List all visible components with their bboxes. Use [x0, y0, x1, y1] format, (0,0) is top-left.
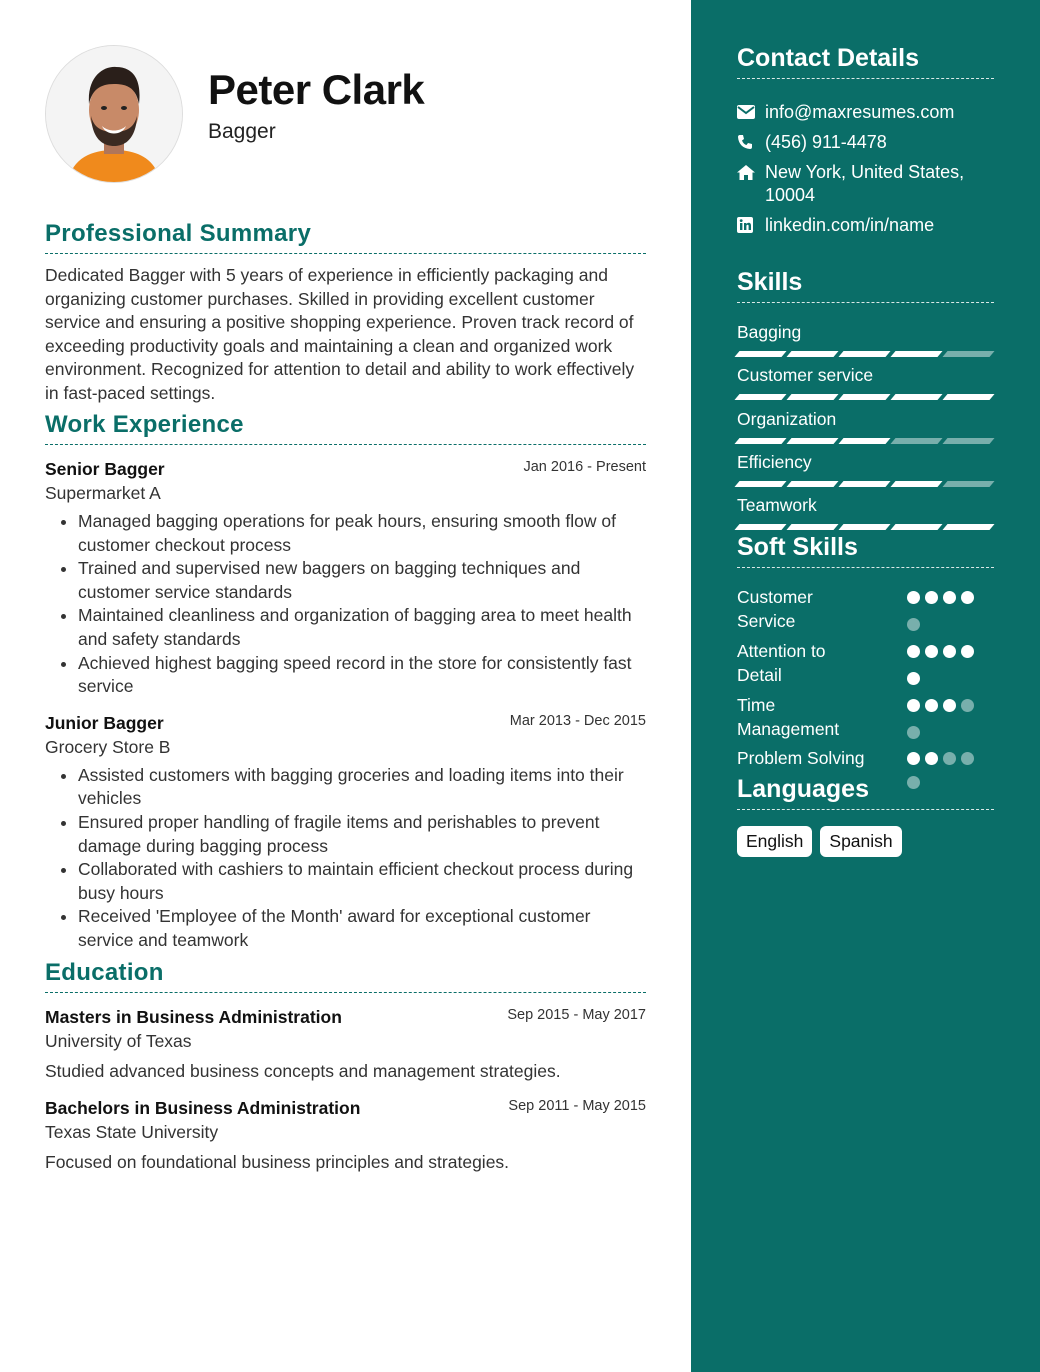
experience-section — [45, 411, 646, 953]
contact-email — [737, 101, 994, 124]
skill-level-segment — [838, 394, 890, 400]
skill-level-segment — [942, 438, 994, 444]
job-bullets — [45, 764, 646, 953]
skill-level-bar — [737, 438, 994, 444]
soft-skill-rating — [907, 693, 983, 741]
soft-skill-name: Problem Solving — [737, 748, 865, 768]
education-entry — [45, 1007, 646, 1082]
rating-dot — [943, 752, 956, 765]
avatar-portrait-icon — [46, 46, 182, 182]
languages-list — [737, 826, 902, 857]
envelope-icon — [737, 101, 765, 123]
skill-name: Efficiency — [737, 452, 812, 472]
job-organization: Supermarket A — [45, 483, 161, 503]
rating-dot — [907, 672, 920, 685]
job-bullet: • Trained and supervised new baggers on bagging techniques and customer service standards — [78, 557, 646, 604]
skill-level-segment — [942, 481, 994, 487]
skill-name: Bagging — [737, 322, 802, 342]
contact-email-text[interactable]: info@maxresumes.com — [765, 102, 955, 122]
rating-dot — [943, 591, 956, 604]
rating-dot — [961, 752, 974, 765]
soft-skills-heading: Soft Skills — [737, 533, 994, 568]
skill-level-segment — [734, 394, 786, 400]
skill-level-segment — [734, 438, 786, 444]
education-degree: Bachelors in Business Administration — [45, 1098, 361, 1118]
soft-skill-item — [737, 585, 994, 633]
job-date: Jan 2016 - Present — [523, 459, 646, 475]
education-degree: Masters in Business Administration — [45, 1007, 342, 1027]
soft-skill-name: Customer Service — [737, 587, 813, 631]
skills-heading: Skills — [737, 268, 994, 303]
rating-dot — [907, 699, 920, 712]
job-bullet: • Collaborated with cashiers to maintain efficient checkout process during busy hours — [78, 858, 646, 905]
job-entry — [45, 459, 646, 699]
rating-dot — [961, 645, 974, 658]
education-date: Sep 2011 - May 2015 — [508, 1098, 646, 1114]
skill-level-segment — [786, 481, 838, 487]
avatar — [45, 45, 183, 183]
job-bullet: • Achieved highest bagging speed record in the store for consistently fast service — [78, 652, 646, 699]
skill-level-segment — [734, 481, 786, 487]
skill-level-segment — [838, 438, 890, 444]
summary-section — [45, 220, 646, 406]
contact-address-text: New York, United States, 10004 — [765, 162, 965, 205]
contact-address — [737, 161, 994, 207]
job-bullet: • Ensured proper handling of fragile items and perishables to prevent damage during bagging process — [78, 811, 646, 858]
skill-name: Organization — [737, 409, 837, 429]
education-date: Sep 2015 - May 2017 — [507, 1007, 646, 1023]
skill-level-segment — [734, 351, 786, 357]
rating-dot — [943, 699, 956, 712]
skill-item — [737, 365, 994, 400]
skill-level-segment — [890, 438, 942, 444]
job-bullets — [45, 510, 646, 699]
skill-level-bar — [737, 394, 994, 400]
job-entry — [45, 713, 646, 953]
contact-phone — [737, 131, 994, 154]
contact-heading: Contact Details — [737, 44, 994, 79]
phone-icon — [737, 131, 765, 153]
skill-level-segment — [838, 481, 890, 487]
job-bullet: • Managed bagging operations for peak hours, ensuring smooth flow of customer checkout process — [78, 510, 646, 557]
job-bullet: • Received 'Employee of the Month' award for exceptional customer service and teamwork — [78, 905, 646, 952]
skill-level-segment — [890, 394, 942, 400]
skill-level-segment — [942, 394, 994, 400]
soft-skill-name: Attention to Detail — [737, 641, 826, 685]
languages-heading: Languages — [737, 775, 994, 810]
experience-heading: Work Experience — [45, 411, 646, 445]
job-bullet: • Maintained cleanliness and organization of bagging area to meet health and safety standards — [78, 604, 646, 651]
rating-dot — [961, 591, 974, 604]
skill-level-segment — [890, 524, 942, 530]
linkedin-icon — [737, 214, 765, 236]
job-role: Junior Bagger — [45, 712, 164, 733]
education-school: University of Texas — [45, 1031, 192, 1051]
rating-dot — [907, 618, 920, 631]
skill-level-segment — [838, 351, 890, 357]
skill-level-segment — [786, 438, 838, 444]
skill-level-segment — [890, 481, 942, 487]
job-role: Senior Bagger — [45, 459, 165, 479]
soft-skill-item — [737, 693, 994, 741]
education-entry — [45, 1098, 646, 1173]
skill-level-segment — [942, 524, 994, 530]
skill-level-bar — [737, 351, 994, 357]
skill-level-segment — [942, 351, 994, 357]
language-tag: English — [737, 826, 812, 857]
skill-item — [737, 452, 994, 487]
rating-dot — [943, 645, 956, 658]
skill-level-bar — [737, 481, 994, 487]
education-description: Studied advanced business concepts and management strategies. — [45, 1061, 561, 1081]
candidate-title: Bagger — [208, 120, 276, 143]
skill-level-segment — [734, 524, 786, 530]
rating-dot — [907, 752, 920, 765]
rating-dot — [907, 645, 920, 658]
contact-linkedin-text[interactable]: linkedin.com/in/name — [765, 215, 935, 235]
soft-skill-item — [737, 639, 994, 687]
soft-skill-name: Time Management — [737, 695, 840, 739]
rating-dot — [907, 726, 920, 739]
skill-item — [737, 495, 994, 530]
contact-phone-text: (456) 911-4478 — [765, 132, 887, 152]
candidate-name: Peter Clark — [208, 66, 425, 113]
job-date: Mar 2013 - Dec 2015 — [509, 712, 646, 729]
skill-level-segment — [838, 524, 890, 530]
sidebar — [691, 0, 1040, 1372]
soft-skill-rating — [907, 585, 983, 633]
job-bullet: • Assisted customers with bagging groceries and loading items into their vehicles — [78, 764, 646, 811]
job-organization: Grocery Store B — [45, 736, 171, 757]
skill-item — [737, 322, 994, 357]
skill-level-segment — [786, 351, 838, 357]
education-description: Focused on foundational business principles and strategies. — [45, 1152, 510, 1172]
soft-skill-rating — [907, 639, 983, 687]
contact-linkedin — [737, 214, 994, 237]
home-icon — [737, 161, 765, 183]
rating-dot — [925, 645, 938, 658]
skill-level-segment — [890, 351, 942, 357]
language-tag: Spanish — [820, 826, 901, 857]
rating-dot — [961, 699, 974, 712]
rating-dot — [925, 699, 938, 712]
rating-dot — [925, 752, 938, 765]
summary-heading: Professional Summary — [45, 220, 646, 254]
skill-item — [737, 409, 994, 444]
rating-dot — [925, 591, 938, 604]
skill-level-segment — [786, 394, 838, 400]
skill-level-segment — [786, 524, 838, 530]
education-school: Texas State University — [45, 1122, 219, 1142]
skill-name: Teamwork — [737, 495, 817, 515]
education-section — [45, 959, 646, 1173]
skill-name: Customer service — [737, 365, 874, 385]
education-heading: Education — [45, 959, 646, 993]
summary-text: Dedicated Bagger with 5 years of experience in efficiently packaging and organizing customer purchases. Skilled in providing excellent customer service and ensuring a positive shopping experience. Proven track record of exceeding productivity goals and maintaining a clean and organized work environment. Recognized for attention to detail and ability to work effectively in fast-paced settings. — [45, 265, 635, 403]
skill-level-bar — [737, 524, 994, 530]
soft-skill-item — [737, 746, 994, 770]
rating-dot — [907, 591, 920, 604]
